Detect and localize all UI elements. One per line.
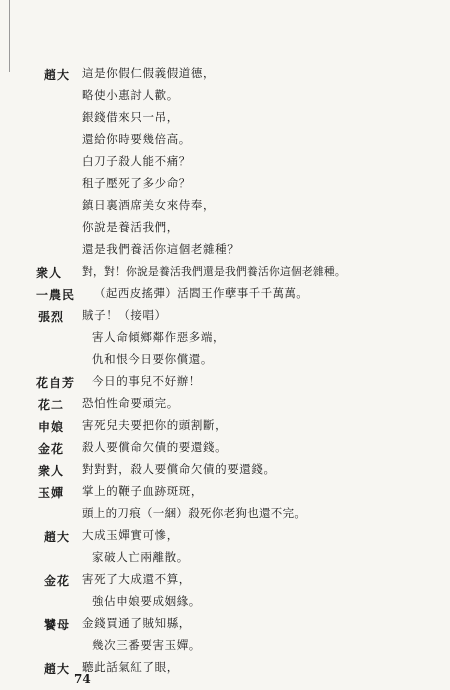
speaker-label: 趙大 — [44, 68, 71, 82]
dialogue-line: 對對對，殺人要償命欠債的要還錢。 — [82, 462, 276, 476]
speaker-label: 金花 — [44, 574, 71, 588]
speaker-label: 一農民 — [36, 288, 76, 302]
speaker-label: 張烈 — [38, 310, 65, 324]
speaker-label: 衆人 — [38, 464, 65, 478]
dialogue-line: 賊子！（接唱） — [82, 308, 167, 322]
dialogue-line: 幾次三番要害玉嬋。 — [92, 638, 201, 652]
speaker-label: 申娘 — [38, 420, 65, 434]
dialogue-line: 對，對！你說是養活我們還是我們養活你這個老雜種。 — [82, 265, 346, 278]
speaker-label: 趙大 — [44, 662, 71, 676]
dialogue-line: 害死了大成還不算， — [82, 572, 191, 586]
speaker-label: 衆人 — [36, 266, 63, 280]
dialogue-line: 銀錢借來只一吊， — [82, 110, 179, 124]
speaker-label: 金花 — [38, 442, 65, 456]
dialogue-line: 害死兒夫要把你的頭割斷， — [82, 418, 228, 432]
page-number: 74 — [74, 672, 91, 686]
dialogue-line: 聽此話氣紅了眼， — [82, 660, 179, 674]
dialogue-line: 今日的事兒不好辦！ — [92, 374, 201, 388]
dialogue-line: 害人命傾鄉鄰作惡多端， — [92, 330, 226, 344]
dialogue-line: 還給你時要幾倍高。 — [82, 132, 191, 146]
dialogue-line: 掌上的鞭子血跡斑斑， — [82, 484, 203, 498]
dialogue-line: 略使小惠討人歡。 — [82, 88, 179, 102]
speaker-label: 花二 — [38, 398, 65, 412]
dialogue-line: 殺人要償命欠債的要還錢。 — [82, 440, 228, 454]
dialogue-line: 頭上的刀痕（一綑）殺死你老狗也還不完。 — [82, 506, 307, 520]
dialogue-line: 仇和恨今日要你償還。 — [92, 352, 213, 366]
speaker-label: 玉嬋 — [38, 486, 65, 500]
dialogue-line: 恐怕性命要頑完。 — [82, 396, 179, 410]
speaker-label: 花自芳 — [36, 376, 76, 390]
speaker-label: 趙大 — [44, 530, 71, 544]
dialogue-line: 你說是養活我們， — [82, 220, 179, 234]
dialogue-line: 還是我們養活你這個老雜種？ — [82, 242, 240, 256]
dialogue-line: 租子壓死了多少命？ — [82, 176, 191, 190]
dialogue-line: 鎮日裏酒席美女來侍奉， — [82, 198, 216, 212]
dialogue-line: （起西皮搖彈）活閻王作孽事千千萬萬。 — [94, 286, 309, 300]
dialogue-line: 家破人亡兩離散。 — [92, 550, 189, 564]
speaker-label: 饕母 — [44, 618, 71, 632]
dialogue-line: 金錢買通了賊知縣， — [82, 616, 191, 630]
dialogue-line: 大成玉嬋實可慘， — [82, 528, 179, 542]
dialogue-line: 強佔申娘要成姻緣。 — [92, 594, 201, 608]
dialogue-line: 這是你假仁假義假道德， — [82, 66, 216, 80]
dialogue-line: 白刀子殺人能不痛？ — [82, 154, 191, 168]
